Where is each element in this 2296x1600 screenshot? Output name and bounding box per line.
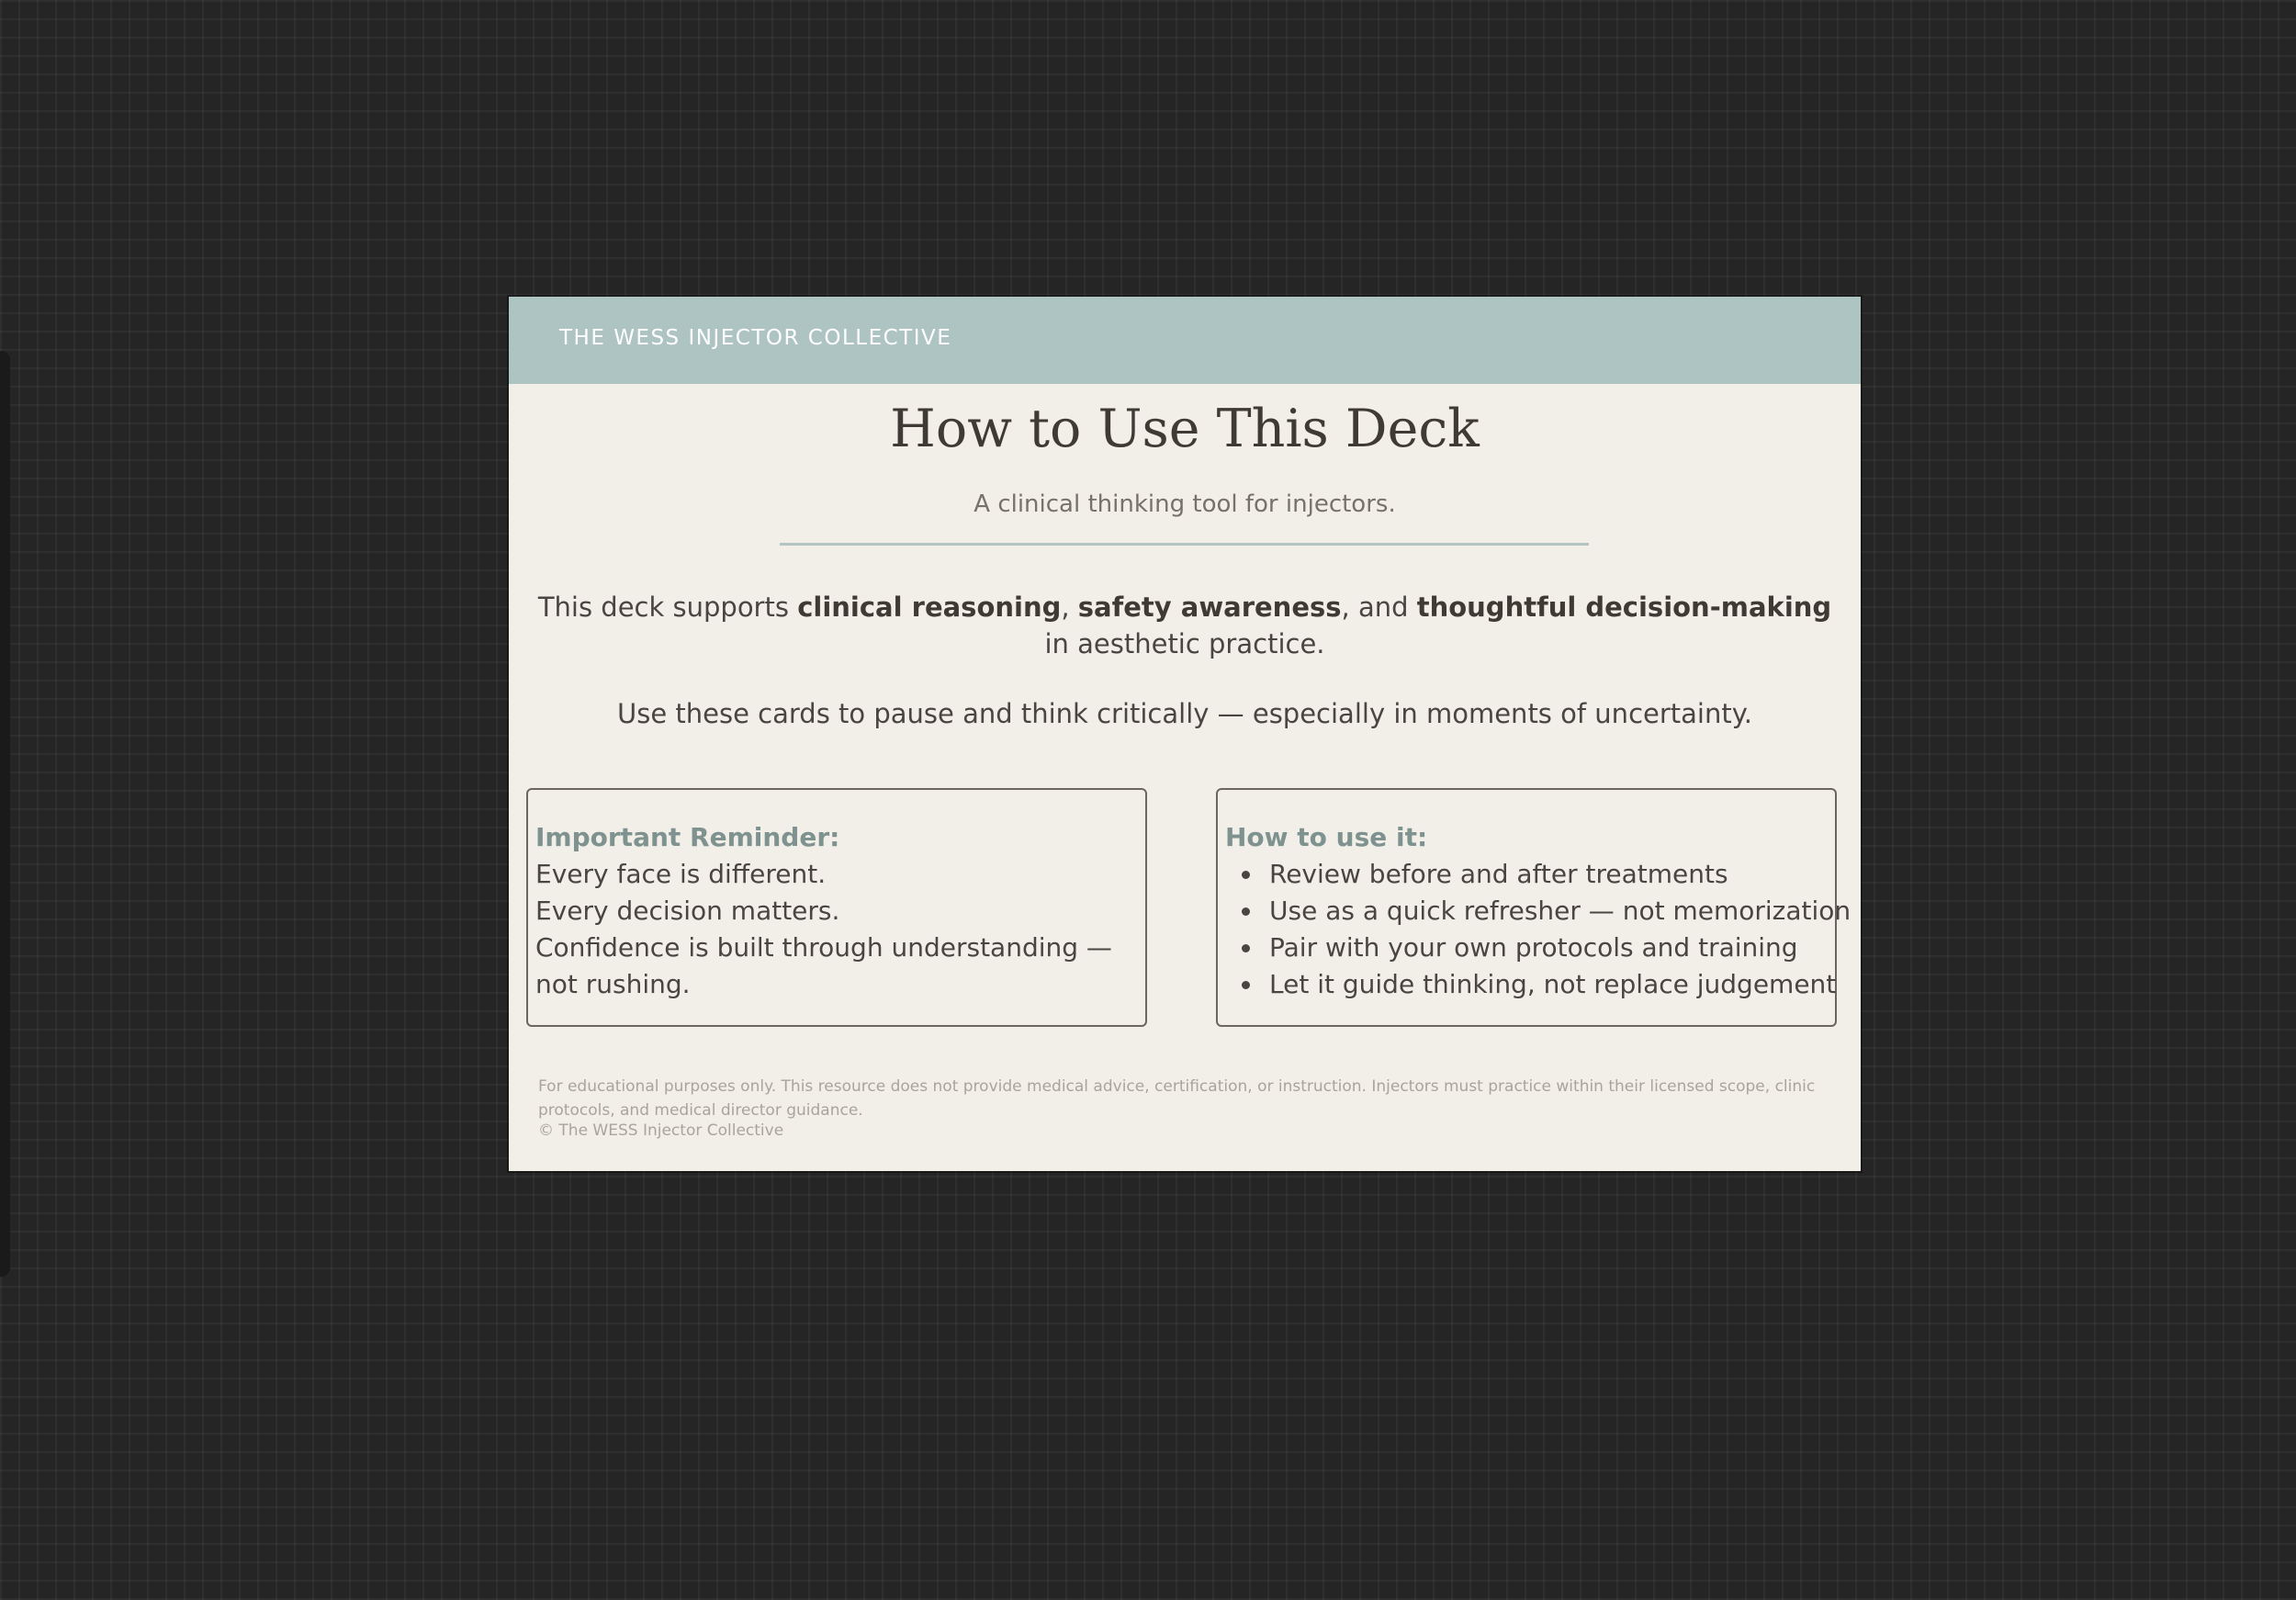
how-to-use-list	[1225, 856, 1851, 1003]
intro-term-safety-awareness: safety awareness	[1077, 592, 1342, 623]
important-reminder-heading: Important Reminder:	[535, 822, 840, 852]
reminder-line: Every decision matters.	[535, 896, 840, 926]
intro-term-decision-making: thoughtful decision-making	[1416, 592, 1832, 623]
list-item: • Review before and after treatments	[1264, 856, 1828, 893]
card-header-band	[509, 297, 1861, 384]
copyright: © The WESS Injector Collective	[538, 1121, 784, 1140]
disclaimer: For educational purposes only. This resource does not provide medical advice, certification, or instruction. Injectors must practice within their licensed scope, clinic protocols, and medical director guidance.	[538, 1077, 1816, 1120]
how-to-use-heading: How to use it:	[1225, 822, 1428, 852]
usage-paragraph: Use these cards to pause and think critically — especially in moments of uncertainty.	[617, 698, 1752, 729]
how-to-use-box	[1216, 788, 1851, 1027]
intro-separator: , and	[1341, 592, 1417, 623]
subtitle: A clinical thinking tool for injectors.	[974, 490, 1396, 518]
important-reminder-box	[526, 788, 1147, 1027]
intro-paragraph	[509, 589, 1861, 662]
divider	[780, 543, 1589, 546]
intro-separator: ,	[1061, 592, 1078, 623]
slide-card	[509, 297, 1861, 1171]
list-item: • Pair with your own protocols and training	[1264, 930, 1828, 966]
list-item: • Let it guide thinking, not replace judgement	[1264, 966, 1828, 1003]
side-panel-edge	[0, 351, 10, 1277]
list-item: • Use as a quick refresher — not memorization	[1264, 893, 1828, 930]
intro-text: This deck supports	[537, 592, 798, 623]
intro-term-clinical-reasoning: clinical reasoning	[797, 592, 1062, 623]
brand-name: THE WESS INJECTOR COLLECTIVE	[559, 326, 952, 350]
reminder-line: Every face is different.	[535, 859, 827, 889]
page-title: How to Use This Deck	[890, 399, 1480, 459]
reminder-line: Confidence is built through understanding — not rushing.	[535, 932, 1112, 999]
intro-text-end: in aesthetic practice.	[1044, 628, 1325, 659]
